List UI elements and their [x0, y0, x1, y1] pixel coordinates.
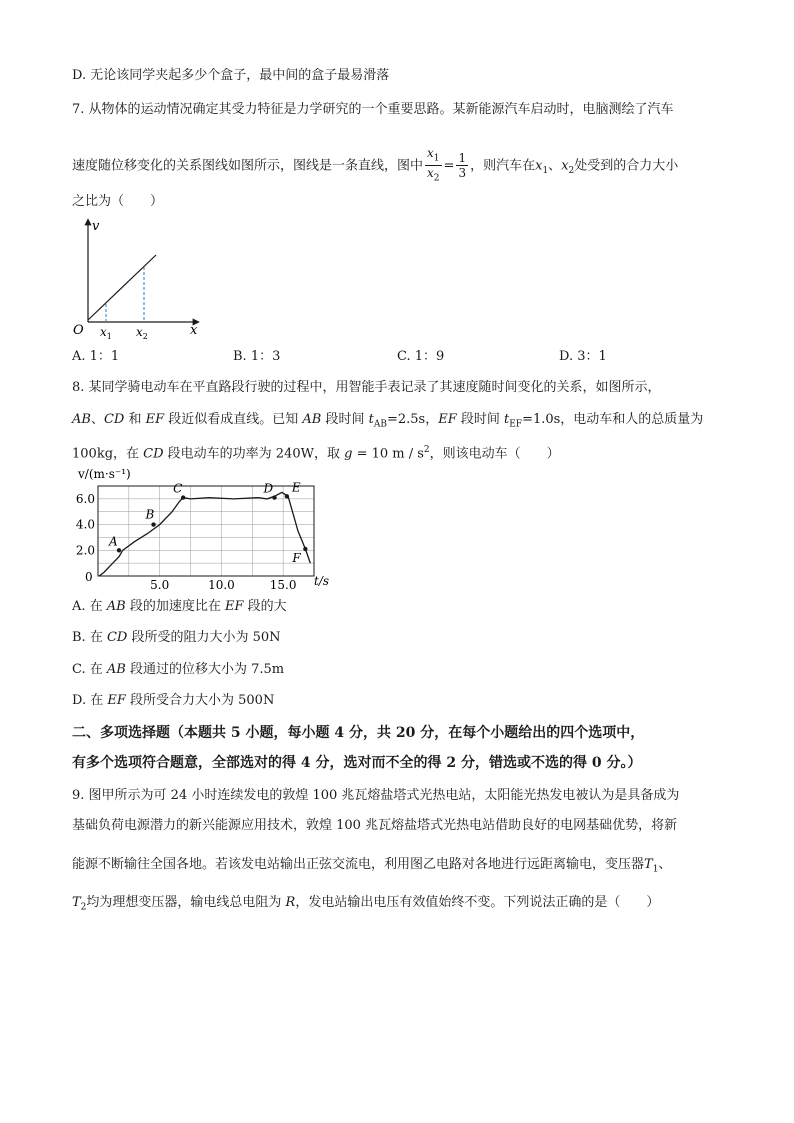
point-f — [303, 547, 307, 551]
q9-stem-line4: $T_2$均为理想变压器，输电线总电阻为 R，发电站输出电压有效值始终不变。下列说法正确的是（ ） — [72, 895, 660, 913]
q7-ratio-fraction: $\frac{x_1}{x_2}$ — [427, 146, 440, 184]
y-tick-label: 4.0 — [75, 517, 95, 532]
q7-option-b[interactable]: B. 1：3 — [233, 349, 281, 364]
q7-option-a[interactable]: A. 1：1 — [72, 349, 120, 364]
section2-heading-line1: 二、多项选择题（本题共 5 小题，每小题 4 分，共 20 分，在每个小题给出的四个选项中， — [72, 725, 645, 741]
point-label-c: C — [173, 481, 183, 496]
q7-stem-text-a: 速度随位移变化的关系图线如图所示，图线是一条直线，图中 — [72, 158, 424, 174]
q7-v-label: v — [92, 219, 100, 234]
q7-stem-line1: 7. 从物体的运动情况确定其受力特征是力学研究的一个重要思路。某新能源汽车启动时，电脑测绘了汽车 — [72, 102, 674, 117]
q8-option-b[interactable]: B. 在 CD 段所受的阻力大小为 50N — [72, 630, 281, 645]
q8-velocity-curve — [99, 492, 310, 576]
q8-stem-line3: 100kg，在 CD 段电动车的功率为 240W，取 g = 10 m / $s^2$，则该电动车（ ） — [72, 445, 560, 462]
q7-origin-label: O — [73, 323, 84, 338]
point-label-d: D — [263, 481, 274, 496]
q7-vx-figure — [68, 212, 208, 342]
point-b — [151, 522, 155, 526]
point-label-b: B — [145, 507, 155, 522]
q7-tick-x1: $x_1$ — [100, 325, 112, 341]
chart-frame — [98, 486, 314, 576]
q8-option-d[interactable]: D. 在 EF 段所受合力大小为 500N — [72, 693, 275, 708]
q7-x-label: x — [190, 323, 198, 338]
point-e — [285, 494, 289, 498]
point-label-f: F — [292, 551, 301, 565]
q8-x-axis-label: t/s — [314, 574, 330, 588]
point-label-e: E — [291, 480, 301, 495]
point-a — [117, 548, 121, 552]
y-tick-label: 6.0 — [75, 491, 95, 506]
point-label-a: A — [108, 534, 118, 549]
q8-stem-line2: AB、CD 和 EF 段近似看成直线。已知 AB 段时间 $t_{AB}=2.5s$，EF 段时间 $t_{EF}=1.0s$，电动车和人的总质量为 — [72, 412, 704, 430]
q7-option-d[interactable]: D. 3：1 — [559, 349, 607, 364]
q7-vx-line — [88, 255, 156, 320]
q8-y-axis-label: v/(m·s⁻¹) — [78, 467, 131, 481]
q8-vt-chart — [72, 464, 342, 592]
q8-option-a[interactable]: A. 在 AB 段的加速度比在 EF 段的大 — [72, 599, 287, 614]
x-tick-label: 10.0 — [208, 578, 235, 592]
q9-stem-line1: 9. 图甲所示为可 24 小时连续发电的敦煌 100 兆瓦熔盐塔式光热电站，太阳能光热发电被认为是具备成为 — [72, 788, 680, 803]
q8-stem-line1: 8. 某同学骑电动车在平直路段行驶的过程中，用智能手表记录了其速度随时间变化的关系，如图所示， — [72, 380, 661, 395]
q8-origin-label: 0 — [85, 570, 93, 584]
x-tick-label: 15.0 — [269, 578, 297, 592]
q9-stem-line2: 基础负荷电源潜力的新兴能源应用技术，敦煌 100 兆瓦熔盐塔式光热电站借助良好的电网基础优势，将新 — [72, 818, 678, 833]
q7-equals: = — [443, 158, 455, 174]
q7-tick-x2: $x_2$ — [136, 325, 148, 341]
q7-stem-line2: 速度随位移变化的关系图线如图所示，图线是一条直线，图中 $\frac{x_1}{x_2}$ = $\frac{1}{3}$ ，则汽车在$x_1$、$x_2$处受到的合力大小 — [72, 146, 679, 184]
q7-rhs-fraction: $\frac{1}{3}$ — [458, 151, 467, 181]
point-d — [272, 495, 276, 499]
point-c — [181, 495, 185, 499]
q9-stem-line3: 能源不断输往全国各地。若该发电站输出正弦交流电，利用图乙电路对各地进行远距离输电，变压器$T_1$、 — [72, 857, 672, 875]
q7-option-c[interactable]: C. 1：9 — [397, 349, 445, 364]
q8-option-c[interactable]: C. 在 AB 段通过的位移大小为 7.5m — [72, 662, 285, 677]
q6-option-d: D. 无论该同学夹起多少个盒子，最中间的盒子最易滑落 — [72, 68, 390, 83]
q7-stem-line3: 之比为（ ） — [72, 194, 164, 209]
x-tick-label: 5.0 — [150, 578, 170, 592]
section2-heading-line2: 有多个选项符合题意，全部选对的得 4 分，选对而不全的得 2 分，错选或不选的得 0 分。） — [72, 755, 642, 771]
y-tick-label: 2.0 — [75, 543, 95, 558]
